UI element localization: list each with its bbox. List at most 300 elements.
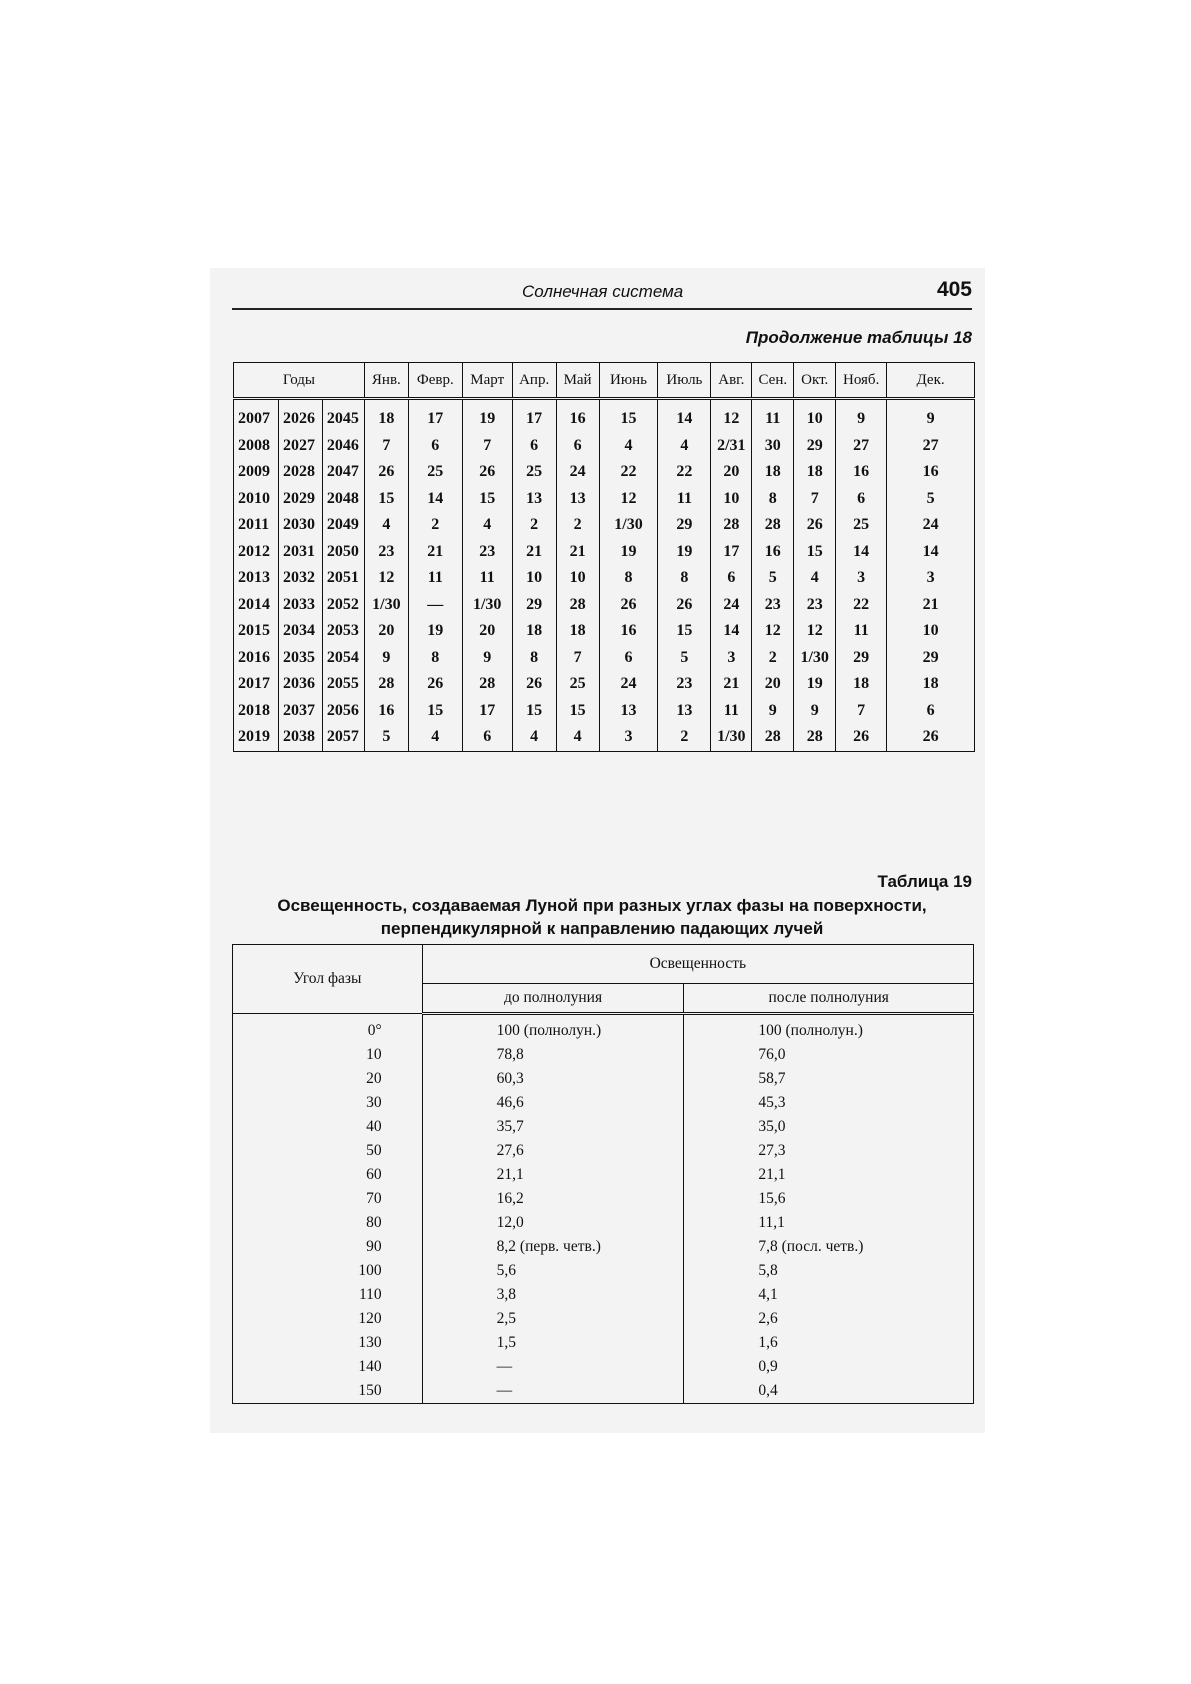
date-cell: 23 (364, 539, 408, 566)
year-cell: 2055 (322, 671, 364, 698)
year-cell: 2010 (234, 486, 279, 513)
date-cell: 11 (711, 698, 752, 725)
date-cell: 19 (408, 618, 462, 645)
date-cell: 7 (462, 433, 512, 460)
date-cell: 20 (364, 618, 408, 645)
date-cell: 24 (887, 512, 975, 539)
year-cell: 2045 (322, 399, 364, 433)
date-cell: 10 (794, 399, 836, 433)
table-18 (233, 362, 975, 752)
date-cell: 10 (556, 565, 599, 592)
date-cell: 28 (556, 592, 599, 619)
illum-before-cell: 12,0 (422, 1211, 684, 1235)
illum-after-cell: 58,7 (684, 1067, 974, 1091)
table-row (233, 1355, 974, 1379)
date-cell: 24 (556, 459, 599, 486)
date-cell: 14 (836, 539, 887, 566)
date-cell: 10 (512, 565, 556, 592)
date-cell: 25 (556, 671, 599, 698)
date-cell: 1/30 (599, 512, 658, 539)
date-cell: 5 (752, 565, 794, 592)
date-cell: 11 (752, 399, 794, 433)
header-month: Окт. (794, 363, 836, 399)
date-cell: 30 (752, 433, 794, 460)
date-cell: 9 (752, 698, 794, 725)
header-month: Июль (658, 363, 711, 399)
date-cell: 26 (512, 671, 556, 698)
running-head-title: Солнечная система (522, 282, 684, 301)
date-cell: 6 (599, 645, 658, 672)
table-row (233, 1187, 974, 1211)
header-month: Дек. (887, 363, 975, 399)
year-cell: 2017 (234, 671, 279, 698)
table19-title-line1: Освещенность, создаваемая Луной при разных углах фазы на поверхности, (277, 896, 927, 915)
date-cell: 14 (711, 618, 752, 645)
date-cell: 6 (462, 724, 512, 751)
date-cell: 26 (599, 592, 658, 619)
date-cell: 26 (462, 459, 512, 486)
date-cell: 21 (711, 671, 752, 698)
date-cell: 18 (556, 618, 599, 645)
table18-caption: Продолжение таблицы 18 (745, 328, 972, 347)
phase-angle-cell: 90 (233, 1235, 423, 1259)
date-cell: 4 (364, 512, 408, 539)
date-cell: 20 (462, 618, 512, 645)
date-cell: 8 (408, 645, 462, 672)
date-cell: 9 (462, 645, 512, 672)
date-cell: 12 (711, 399, 752, 433)
date-cell: 26 (364, 459, 408, 486)
date-cell: — (408, 592, 462, 619)
header-month: Авг. (711, 363, 752, 399)
date-cell: 28 (752, 724, 794, 751)
date-cell: 19 (462, 399, 512, 433)
date-cell: 8 (752, 486, 794, 513)
date-cell: 10 (887, 618, 975, 645)
table-row (234, 539, 975, 566)
date-cell: 12 (364, 565, 408, 592)
illum-after-cell: 2,6 (684, 1307, 974, 1331)
date-cell: 15 (599, 399, 658, 433)
date-cell: 22 (599, 459, 658, 486)
date-cell: 9 (794, 698, 836, 725)
date-cell: 11 (658, 486, 711, 513)
illum-after-cell: 1,6 (684, 1331, 974, 1355)
phase-angle-cell: 70 (233, 1187, 423, 1211)
year-cell: 2015 (234, 618, 279, 645)
table-row (234, 512, 975, 539)
date-cell: 19 (794, 671, 836, 698)
year-cell: 2026 (278, 399, 322, 433)
table19-caption: Таблица 19 (877, 872, 972, 891)
illum-after-cell: 45,3 (684, 1091, 974, 1115)
date-cell: 8 (512, 645, 556, 672)
date-cell: 17 (408, 399, 462, 433)
phase-angle-cell: 140 (233, 1355, 423, 1379)
year-cell: 2030 (278, 512, 322, 539)
date-cell: 3 (836, 565, 887, 592)
year-cell: 2048 (322, 486, 364, 513)
date-cell: 2 (408, 512, 462, 539)
date-cell: 18 (836, 671, 887, 698)
date-cell: 1/30 (462, 592, 512, 619)
year-cell: 2038 (278, 724, 322, 751)
phase-angle-cell: 50 (233, 1139, 423, 1163)
date-cell: 4 (408, 724, 462, 751)
phase-angle-cell: 110 (233, 1283, 423, 1307)
table-row (234, 459, 975, 486)
date-cell: 22 (658, 459, 711, 486)
date-cell: 1/30 (711, 724, 752, 751)
illum-before-cell: 35,7 (422, 1115, 684, 1139)
header-month: Май (556, 363, 599, 399)
date-cell: 27 (836, 433, 887, 460)
illum-after-cell: 27,3 (684, 1139, 974, 1163)
date-cell: 7 (794, 486, 836, 513)
date-cell: 29 (887, 645, 975, 672)
header-month: Янв. (364, 363, 408, 399)
date-cell: 28 (364, 671, 408, 698)
col-illumination-header: Освещенность (422, 945, 973, 984)
header-month: Февр. (408, 363, 462, 399)
header-month: Сен. (752, 363, 794, 399)
date-cell: 15 (512, 698, 556, 725)
date-cell: 20 (752, 671, 794, 698)
year-cell: 2016 (234, 645, 279, 672)
date-cell: 4 (512, 724, 556, 751)
running-head (232, 278, 972, 310)
date-cell: 3 (887, 565, 975, 592)
date-cell: 18 (794, 459, 836, 486)
date-cell: 8 (658, 565, 711, 592)
illum-before-cell: 46,6 (422, 1091, 684, 1115)
illum-before-cell: 21,1 (422, 1163, 684, 1187)
table-row (233, 1331, 974, 1355)
date-cell: 26 (836, 724, 887, 751)
table-row (233, 1379, 974, 1404)
date-cell: 23 (752, 592, 794, 619)
date-cell: 12 (752, 618, 794, 645)
phase-angle-cell: 10 (233, 1043, 423, 1067)
date-cell: 16 (752, 539, 794, 566)
illum-before-cell: 16,2 (422, 1187, 684, 1211)
table-row (233, 1014, 974, 1044)
date-cell: 5 (887, 486, 975, 513)
table-row (233, 1043, 974, 1067)
illum-before-cell: — (422, 1379, 684, 1404)
year-cell: 2027 (278, 433, 322, 460)
header-month: Апр. (512, 363, 556, 399)
date-cell: 28 (711, 512, 752, 539)
illum-after-cell: 15,6 (684, 1187, 974, 1211)
year-cell: 2011 (234, 512, 279, 539)
illum-after-cell: 21,1 (684, 1163, 974, 1187)
date-cell: 28 (752, 512, 794, 539)
illum-after-cell: 4,1 (684, 1283, 974, 1307)
col-angle-header: Угол фазы (233, 945, 423, 1014)
year-cell: 2009 (234, 459, 279, 486)
phase-angle-cell: 40 (233, 1115, 423, 1139)
date-cell: 7 (364, 433, 408, 460)
date-cell: 1/30 (364, 592, 408, 619)
date-cell: 12 (599, 486, 658, 513)
date-cell: 5 (658, 645, 711, 672)
date-cell: 28 (794, 724, 836, 751)
date-cell: 6 (408, 433, 462, 460)
date-cell: 4 (658, 433, 711, 460)
date-cell: 18 (364, 399, 408, 433)
date-cell: 15 (658, 618, 711, 645)
date-cell: 4 (556, 724, 599, 751)
date-cell: 17 (462, 698, 512, 725)
illum-before-cell: 1,5 (422, 1331, 684, 1355)
date-cell: 24 (599, 671, 658, 698)
illum-after-cell: 11,1 (684, 1211, 974, 1235)
date-cell: 17 (711, 539, 752, 566)
table-row (233, 1259, 974, 1283)
illum-before-cell: 60,3 (422, 1067, 684, 1091)
phase-angle-cell: 80 (233, 1211, 423, 1235)
year-cell: 2054 (322, 645, 364, 672)
date-cell: 11 (836, 618, 887, 645)
year-cell: 2013 (234, 565, 279, 592)
year-cell: 2050 (322, 539, 364, 566)
year-cell: 2046 (322, 433, 364, 460)
date-cell: 6 (512, 433, 556, 460)
table-row (234, 433, 975, 460)
table-row (234, 698, 975, 725)
date-cell: 26 (408, 671, 462, 698)
date-cell: 19 (658, 539, 711, 566)
table19-title (232, 894, 972, 940)
date-cell: 9 (364, 645, 408, 672)
illum-after-cell: 7,8 (посл. четв.) (684, 1235, 974, 1259)
phase-angle-cell: 120 (233, 1307, 423, 1331)
table18-header-row (234, 363, 975, 399)
date-cell: 25 (836, 512, 887, 539)
year-cell: 2053 (322, 618, 364, 645)
date-cell: 27 (887, 433, 975, 460)
table-row (234, 399, 975, 433)
year-cell: 2037 (278, 698, 322, 725)
date-cell: 26 (658, 592, 711, 619)
table-row (233, 1163, 974, 1187)
date-cell: 17 (512, 399, 556, 433)
date-cell: 15 (364, 486, 408, 513)
table19-title-line2: перпендикулярной к направлению падающих лучей (380, 919, 824, 938)
illum-before-cell: 100 (полнолун.) (422, 1014, 684, 1044)
illum-after-cell: 0,4 (684, 1379, 974, 1404)
date-cell: 28 (462, 671, 512, 698)
year-cell: 2034 (278, 618, 322, 645)
phase-angle-cell: 100 (233, 1259, 423, 1283)
date-cell: 25 (512, 459, 556, 486)
date-cell: 4 (599, 433, 658, 460)
year-cell: 2047 (322, 459, 364, 486)
date-cell: 16 (836, 459, 887, 486)
date-cell: 14 (887, 539, 975, 566)
date-cell: 13 (556, 486, 599, 513)
date-cell: 6 (556, 433, 599, 460)
date-cell: 7 (836, 698, 887, 725)
year-cell: 2031 (278, 539, 322, 566)
table-row (234, 618, 975, 645)
header-month: Июнь (599, 363, 658, 399)
date-cell: 15 (794, 539, 836, 566)
date-cell: 8 (599, 565, 658, 592)
year-cell: 2007 (234, 399, 279, 433)
date-cell: 4 (462, 512, 512, 539)
date-cell: 29 (658, 512, 711, 539)
date-cell: 2 (556, 512, 599, 539)
date-cell: 21 (408, 539, 462, 566)
phase-angle-cell: 150 (233, 1379, 423, 1404)
date-cell: 15 (462, 486, 512, 513)
date-cell: 23 (658, 671, 711, 698)
year-cell: 2052 (322, 592, 364, 619)
header-years: Годы (234, 363, 365, 399)
date-cell: 18 (887, 671, 975, 698)
date-cell: 18 (752, 459, 794, 486)
date-cell: 3 (711, 645, 752, 672)
phase-angle-cell: 20 (233, 1067, 423, 1091)
table-row (233, 1211, 974, 1235)
date-cell: 10 (711, 486, 752, 513)
date-cell: 29 (794, 433, 836, 460)
year-cell: 2057 (322, 724, 364, 751)
year-cell: 2056 (322, 698, 364, 725)
illum-before-cell: 78,8 (422, 1043, 684, 1067)
date-cell: 11 (408, 565, 462, 592)
date-cell: 24 (711, 592, 752, 619)
table-19 (232, 944, 974, 1404)
illum-before-cell: 3,8 (422, 1283, 684, 1307)
year-cell: 2008 (234, 433, 279, 460)
date-cell: 23 (462, 539, 512, 566)
year-cell: 2049 (322, 512, 364, 539)
date-cell: 13 (599, 698, 658, 725)
table-row (233, 1067, 974, 1091)
year-cell: 2018 (234, 698, 279, 725)
date-cell: 29 (836, 645, 887, 672)
table-row (233, 1283, 974, 1307)
date-cell: 29 (512, 592, 556, 619)
date-cell: 1/30 (794, 645, 836, 672)
year-cell: 2028 (278, 459, 322, 486)
illum-before-cell: — (422, 1355, 684, 1379)
year-cell: 2036 (278, 671, 322, 698)
date-cell: 2/31 (711, 433, 752, 460)
page-number: 405 (936, 278, 972, 301)
table-row (234, 645, 975, 672)
illum-after-cell: 5,8 (684, 1259, 974, 1283)
year-cell: 2029 (278, 486, 322, 513)
table-row (234, 724, 975, 751)
illum-after-cell: 0,9 (684, 1355, 974, 1379)
date-cell: 26 (887, 724, 975, 751)
date-cell: 5 (364, 724, 408, 751)
table-row (234, 671, 975, 698)
date-cell: 18 (512, 618, 556, 645)
date-cell: 25 (408, 459, 462, 486)
date-cell: 9 (887, 399, 975, 433)
illum-after-cell: 100 (полнолун.) (684, 1014, 974, 1044)
col-after-header: после полнолуния (684, 984, 974, 1014)
phase-angle-cell: 30 (233, 1091, 423, 1115)
date-cell: 26 (794, 512, 836, 539)
illum-before-cell: 2,5 (422, 1307, 684, 1331)
illum-after-cell: 76,0 (684, 1043, 974, 1067)
illum-before-cell: 5,6 (422, 1259, 684, 1283)
date-cell: 15 (408, 698, 462, 725)
date-cell: 20 (711, 459, 752, 486)
date-cell: 2 (512, 512, 556, 539)
date-cell: 19 (599, 539, 658, 566)
year-cell: 2051 (322, 565, 364, 592)
date-cell: 13 (512, 486, 556, 513)
year-cell: 2019 (234, 724, 279, 751)
phase-angle-cell: 130 (233, 1331, 423, 1355)
date-cell: 21 (512, 539, 556, 566)
date-cell: 16 (364, 698, 408, 725)
table-row (234, 592, 975, 619)
date-cell: 2 (752, 645, 794, 672)
date-cell: 21 (887, 592, 975, 619)
date-cell: 14 (658, 399, 711, 433)
date-cell: 13 (658, 698, 711, 725)
date-cell: 15 (556, 698, 599, 725)
year-cell: 2014 (234, 592, 279, 619)
table-row (233, 1307, 974, 1331)
date-cell: 23 (794, 592, 836, 619)
header-month: Март (462, 363, 512, 399)
col-before-header: до полнолуния (422, 984, 684, 1014)
date-cell: 12 (794, 618, 836, 645)
illum-after-cell: 35,0 (684, 1115, 974, 1139)
table-row (233, 1115, 974, 1139)
date-cell: 2 (658, 724, 711, 751)
date-cell: 16 (556, 399, 599, 433)
date-cell: 14 (408, 486, 462, 513)
date-cell: 4 (794, 565, 836, 592)
table-row (233, 1139, 974, 1163)
table-row (233, 1091, 974, 1115)
date-cell: 11 (462, 565, 512, 592)
header-month: Нояб. (836, 363, 887, 399)
table-row (234, 486, 975, 513)
year-cell: 2032 (278, 565, 322, 592)
year-cell: 2035 (278, 645, 322, 672)
phase-angle-cell: 60 (233, 1163, 423, 1187)
date-cell: 6 (887, 698, 975, 725)
year-cell: 2012 (234, 539, 279, 566)
year-cell: 2033 (278, 592, 322, 619)
table-row (233, 1235, 974, 1259)
table-row (234, 565, 975, 592)
date-cell: 21 (556, 539, 599, 566)
date-cell: 3 (599, 724, 658, 751)
illum-before-cell: 8,2 (перв. четв.) (422, 1235, 684, 1259)
date-cell: 6 (711, 565, 752, 592)
date-cell: 9 (836, 399, 887, 433)
date-cell: 16 (599, 618, 658, 645)
phase-angle-cell: 0° (233, 1014, 423, 1044)
illum-before-cell: 27,6 (422, 1139, 684, 1163)
date-cell: 6 (836, 486, 887, 513)
date-cell: 7 (556, 645, 599, 672)
date-cell: 16 (887, 459, 975, 486)
date-cell: 22 (836, 592, 887, 619)
